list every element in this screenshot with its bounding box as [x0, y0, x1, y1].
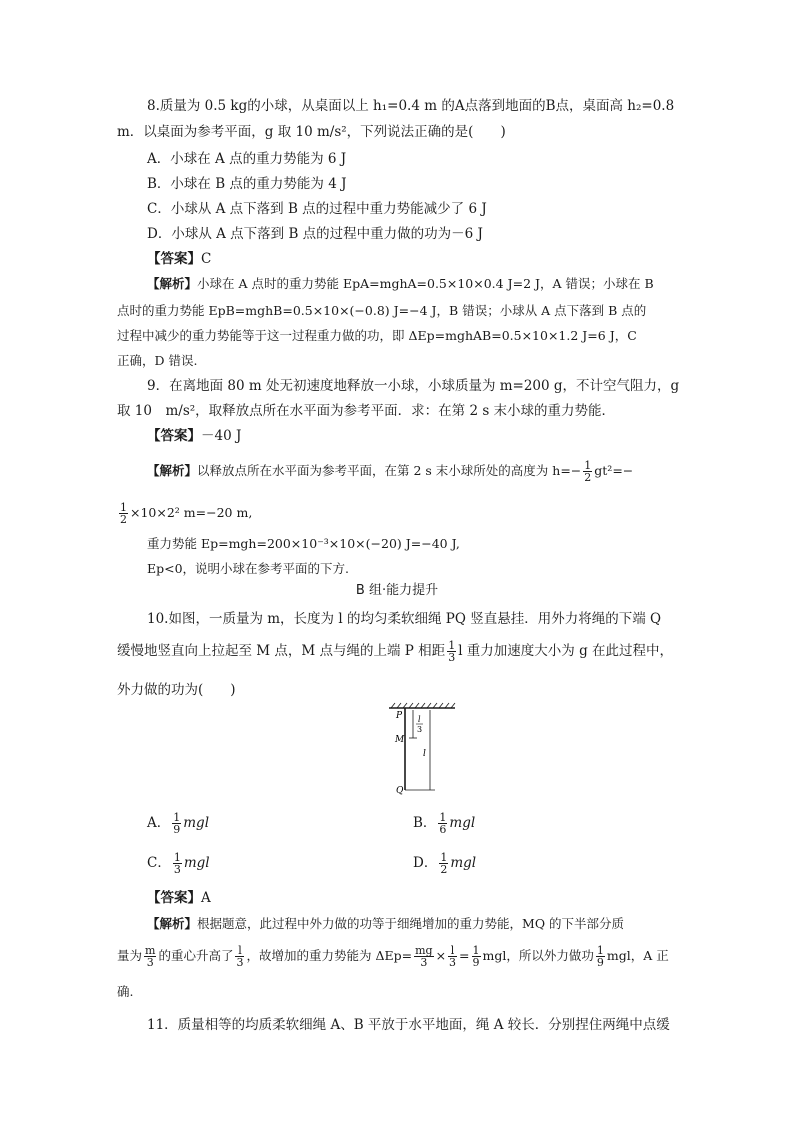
fraction-denominator: 2: [584, 471, 592, 484]
option-label: B．: [413, 815, 437, 831]
option-label: A．: [147, 815, 171, 831]
q11-line1: 11．质量相等的均质柔软细绳 A、B 平放于水平地面，绳 A 较长．分别捏住两绳中点缓: [147, 1017, 670, 1033]
section-heading: B 组·能力提升: [355, 583, 439, 598]
q8-answer: [147, 249, 211, 269]
fraction: [119, 502, 128, 525]
explanation-tag: 【解析】: [147, 916, 198, 931]
fraction: [144, 945, 156, 968]
explanation-text: mgl，所以外力做功: [482, 948, 594, 963]
answer-tag: 【答案】: [147, 890, 201, 906]
q10-explanation-3: 确.: [117, 984, 134, 999]
fraction-numerator: 1: [173, 811, 181, 824]
fraction-denominator: 9: [596, 956, 604, 969]
fraction-denominator: 3: [173, 863, 181, 876]
q9-explanation-1: [147, 460, 633, 483]
fraction-denominator: 3: [146, 956, 154, 969]
label-p: P: [396, 711, 403, 721]
q10-line1: 10.如图，一质量为 m，长度为 l 的均匀柔软细绳 PQ 竖直悬挂．用外力将绳的下端 Q: [147, 611, 662, 627]
fraction: [596, 945, 605, 968]
q8-option-b: B．小球在 B 点的重力势能为 4 J: [147, 176, 347, 192]
option-text: mgl: [449, 815, 476, 831]
q8-explanation-1: [147, 274, 654, 294]
q10-option-a: [147, 812, 209, 835]
fraction: [235, 945, 244, 968]
explanation-text: mgl，A 正: [606, 948, 669, 963]
fraction: [438, 812, 447, 835]
fraction-numerator: m: [145, 944, 156, 957]
fraction: [173, 852, 182, 875]
fraction-numerator: mg: [415, 944, 433, 957]
question-text: 缓慢地竖直向上拉起至 M 点，M 点与绳的上端 P 相距: [117, 643, 446, 659]
answer-tag: 【答案】: [147, 251, 201, 267]
explanation-text: 的重心升高了: [158, 948, 234, 963]
option-text: mgl: [450, 855, 477, 871]
q10-option-c: [147, 852, 210, 875]
fraction-denominator: 3: [236, 956, 244, 969]
explanation-text: 以释放点所在水平面为参考平面，在第 2 s 末小球所处的高度为 h=−: [197, 463, 582, 478]
fraction-numerator: 1: [120, 501, 127, 514]
answer-value: C: [201, 251, 212, 267]
option-label: D．: [413, 855, 438, 871]
answer-tag: 【答案】: [147, 428, 201, 444]
option-label: C．: [147, 855, 171, 871]
q10-explanation-2: [117, 945, 669, 968]
fraction-numerator: l: [235, 945, 244, 957]
question-text: l 重力加速度大小为 g 在此过程中，: [458, 643, 674, 659]
answer-value: A: [201, 890, 211, 906]
fraction-denominator: 2: [120, 513, 127, 526]
q8-option-a: A．小球在 A 点的重力势能为 6 J: [147, 151, 347, 167]
label-q: Q: [396, 786, 404, 796]
fraction-numerator: 1: [448, 639, 456, 652]
fraction-denominator: 3: [420, 956, 428, 969]
label-frac-num: l: [418, 715, 421, 724]
fraction: [472, 945, 481, 968]
explanation-text: gt²=−: [594, 463, 634, 478]
explanation-text: =: [459, 948, 470, 963]
fraction-numerator: l: [448, 945, 457, 957]
q9-answer: [147, 426, 241, 446]
q8-explanation-3: 过程中减少的重力势能等于这一过程重力做的功，即 ΔEp=mghAB=0.5×10×1.2 J=6 J，C: [117, 328, 637, 343]
q9-explanation-4: Ep<0，说明小球在参考平面的下方.: [147, 561, 350, 576]
fraction: [414, 945, 433, 968]
fraction: [447, 640, 456, 663]
explanation-text: ×: [435, 948, 447, 963]
explanation-text: ，故增加的重力势能为 ΔEp=: [246, 948, 413, 963]
label-frac-den: 3: [417, 725, 423, 734]
q9-line2: 取 10 m/s²，取释放点所在水平面为参考平面．求：在第 2 s 末小球的重力势能．: [117, 403, 616, 419]
q10-line3: 外力做的功为( ): [117, 682, 236, 698]
explanation-tag: 【解析】: [147, 463, 198, 478]
fraction: [172, 812, 181, 835]
q8-explanation-4: 正确，D 错误.: [117, 353, 198, 368]
q8-option-d: D．小球从 A 点下落到 B 点的过程中重力做的功为－6 J: [147, 226, 483, 242]
q9-line1: 9．在离地面 80 m 处无初速度地释放一小球，小球质量为 m=200 g，不计空气阻力，g: [147, 378, 680, 394]
q10-answer: [147, 888, 211, 908]
fraction: [583, 460, 592, 483]
q9-explanation-3: 重力势能 Ep=mgh=200×10⁻³×10×(−20) J=−40 J,: [147, 536, 460, 551]
option-text: mgl: [183, 815, 210, 831]
label-l: l: [423, 749, 426, 759]
explanation-text: ×10×2² m=−20 m,: [130, 505, 253, 520]
fraction-denominator: 3: [449, 956, 457, 969]
label-m: M: [395, 735, 405, 745]
q10-explanation-1: [147, 914, 624, 934]
fraction: [439, 852, 448, 875]
q8-explanation-2: 点时的重力势能 EpB=mghB=0.5×10×(−0.8) J=−4 J，B 错误；小球从 A 点下落到 B 点的: [117, 303, 647, 318]
fraction-denominator: 9: [173, 823, 181, 836]
q10-option-d: [413, 852, 476, 875]
q8-option-c: C．小球从 A 点下落到 B 点的过程中重力势能减少了 6 J: [147, 201, 487, 217]
q10-option-b: [413, 812, 475, 835]
rope-figure: [385, 700, 465, 800]
q9-explanation-2: [117, 502, 252, 525]
answer-value: －40 J: [201, 428, 242, 444]
fraction-numerator: 1: [439, 811, 447, 824]
q8-line1: 8.质量为 0.5 kg的小球，从桌面以上 h₁=0.4 m 的A点落到地面的B点，桌面高 h₂=0.8: [147, 98, 675, 114]
explanation-tag: 【解析】: [147, 276, 198, 291]
fraction-numerator: 1: [440, 851, 448, 864]
q10-line2: [117, 640, 673, 663]
explanation-text: 量为: [117, 948, 143, 963]
q8-line2: m．以桌面为参考平面，g 取 10 m/s²，下列说法正确的是( ): [117, 124, 506, 140]
option-text: mgl: [183, 855, 210, 871]
explanation-text: 根据题意，此过程中外力做的功等于细绳增加的重力势能，MQ 的下半部分质: [197, 916, 625, 931]
fraction-denominator: 3: [448, 651, 456, 664]
explanation-text: 小球在 A 点时的重力势能 EpA=mghA=0.5×10×0.4 J=2 J，A 错误；小球在 B: [197, 276, 654, 291]
fraction-numerator: 1: [584, 459, 592, 472]
fraction-denominator: 6: [439, 823, 447, 836]
fraction-denominator: 2: [440, 863, 448, 876]
fraction-denominator: 9: [472, 956, 480, 969]
fraction-numerator: 1: [472, 944, 480, 957]
fraction: [448, 945, 457, 968]
fraction-numerator: 1: [173, 851, 181, 864]
fraction-numerator: 1: [596, 944, 604, 957]
